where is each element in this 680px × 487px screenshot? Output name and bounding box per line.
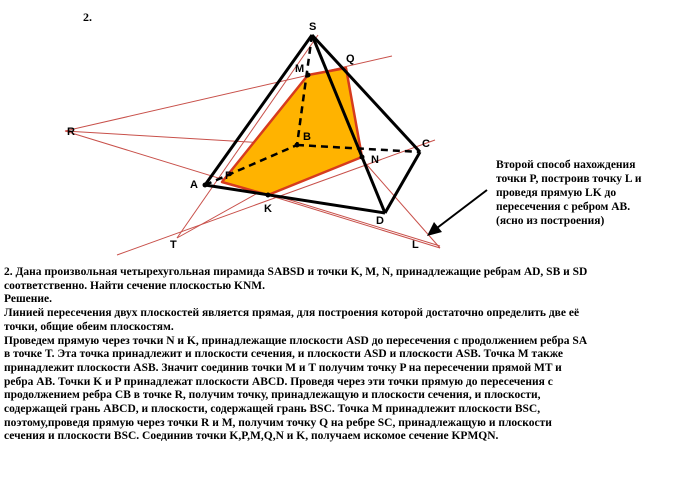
point-b	[295, 143, 300, 148]
note-arrow	[427, 190, 487, 236]
label-a: A	[190, 179, 198, 191]
label-m: M	[295, 63, 305, 75]
method-note	[496, 158, 674, 228]
text-line: продолжением ребра CB в точке R, получим точку, принадлежащую и плоскости сечения, и плоскости,	[4, 389, 541, 402]
point-a	[203, 183, 208, 188]
edge-ad	[205, 185, 385, 213]
label-c: C	[422, 138, 430, 150]
note-line: точки P, построив точку L и	[496, 173, 642, 185]
text-line: принадлежит плоскости ASB. Значит соединив точки M и T получим точку P на пересечении прямой MT и	[4, 361, 562, 374]
edge-cd	[385, 152, 420, 213]
label-q: Q	[346, 53, 355, 65]
point-k	[266, 193, 271, 198]
text-line: сечения и плоскости BSC. Соединив точки K,P,M,Q,N и K, получаем искомое сечение KPMQN.	[4, 430, 499, 443]
point-n	[360, 155, 365, 160]
solution-text	[4, 266, 676, 444]
text-line: поэтому,проведя прямую через точки R и M, получим точку Q на ребре SC, принадлежащую и плоскости	[4, 416, 552, 429]
text-line: соответственно. Найти сечение плоскостью KNM.	[4, 279, 266, 292]
label-t: T	[170, 239, 177, 251]
note-line: пересечения с ребром AB.	[496, 201, 631, 213]
note-line: Второй способ нахождения	[496, 159, 636, 171]
note-line: проведя прямую LK до	[496, 187, 617, 199]
label-n: N	[371, 154, 379, 166]
text-line: точки, общие обеим плоскостям.	[4, 320, 174, 333]
label-b: B	[303, 131, 311, 143]
point-m	[306, 73, 311, 78]
text-line: 2. Дана произвольная четырехугольная пирамида SABSD и точки K, M, N, принадлежащие ребрам AD, SB и SD	[4, 266, 588, 278]
text-line: Проведем прямую через точки N и K, принадлежащие плоскости ASD до пересечения с продолжением ребра SA	[4, 334, 588, 347]
text-line: Решение.	[4, 293, 53, 306]
label-d: D	[376, 215, 384, 227]
label-s: S	[309, 21, 317, 33]
label-p: P	[225, 170, 233, 182]
text-line: в точке T. Эта точка принадлежит и плоскости сечения, и плоскости ASD и плоскости ASB. Точка M также	[4, 348, 563, 361]
label-l: L	[412, 239, 419, 251]
text-line: ребра AB. Точки K и P принадлежат плоскости ABCD. Проведя через эти точки прямую до пересечения с	[4, 375, 553, 388]
label-r: R	[67, 126, 75, 138]
label-k: K	[264, 203, 272, 215]
note-line: (ясно из построения)	[496, 215, 605, 227]
text-line: Линией пересечения двух плоскостей является прямая, для построения которой достаточно определить две её	[4, 307, 580, 320]
problem-number: 2.	[83, 10, 92, 24]
text-line: содержащей грань ABCD, и плоскости, содержащей грань BSC. Точка M принадлежит плоскости BSC,	[4, 403, 541, 416]
